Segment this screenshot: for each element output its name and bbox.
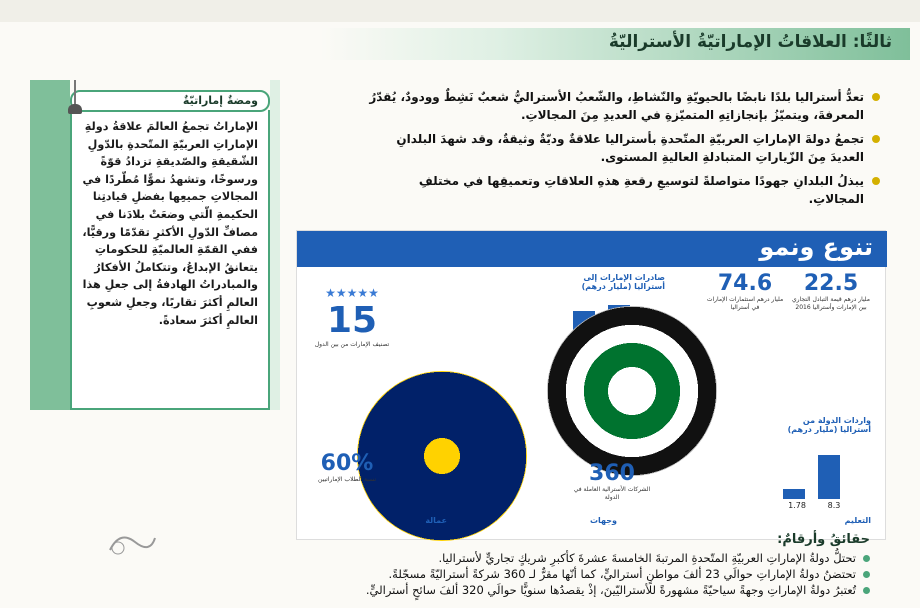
stat-investment [705,271,785,312]
facts-section [190,532,870,598]
bullet-text: تعدُّ أستراليا بلدًا نابضًا بالحيويّةِ والنّشاطِ، والشّعبُ الأستراليُّ شعبٌ نَشِطٌ وودودٌ، يُقدّرُ المعرفةَ، ويتميّزُ بإنجازاتِهِ المتميّزةِ في العديدِ مِنَ المجالاتِ. [369,90,864,122]
fact-item [190,566,870,582]
fact-dot-icon [863,587,870,594]
fact-item [190,582,870,598]
sidebar-box [70,110,270,410]
fact-dot-icon [863,555,870,562]
stat-ranking-value: 15 [326,300,378,341]
section-labor: عمالة [425,516,447,525]
imports-bar [818,455,840,499]
page-title: ثالثًا: العلاقاتُ الإماراتيّةُ الأستراليّةُ [608,32,892,52]
bullet-dot-icon [872,93,880,101]
section-destinations: وجهات [589,516,617,525]
imports-bars [765,451,845,499]
stat-investment-label: مليار درهم استثمارات الإمارات في أستراليا [706,296,784,311]
bullet-item [360,88,880,124]
stat-students-label: نسبة الطلاب الإماراتيين [317,476,377,483]
infographic-header [297,231,887,267]
imports-value: 1.78 [788,501,806,510]
bullet-dot-icon [872,177,880,185]
sidebar [30,80,280,420]
bullet-text: يبذلُ البلدانِ جهودًا متواصلةً لتوسيعِ رقعةِ هذهِ العلاقاتِ وتعميقِها في مختلفِ المجالاتِ. [418,174,864,206]
fact-text: تحتضنُ دولةُ الإماراتِ حوالَي 23 ألفَ مواطنٍ أستراليٍّ، كما أنّها مقرٌّ لـ 360 شركةً أستراليّةً مسجّلةً. [388,567,856,581]
sidebar-text: الإماراتُ تجمعُ العالمَ علاقةُ دولةِ الإماراتِ العربيّةِ المتّحدةِ بالدّولِ الشّقيقةِ والصّديقةِ تزدادُ قوّةً ورسوخًا، وتشهدُ نموًّا مُطّردًا في المجالاتِ جميعِها بفضلِ قيادتِنا الحكيمةِ الّتي وضعَتْ بلادَنا في مصافِّ الدّولِ الأكثرِ تقدّمًا ورقيًّا، ففي القمّةِ العالميّةِ للحكوماتِ يتعانقُ الإبداعُ، وتتكاملُ الأفكارُ والمبادراتُ الهادفةُ إلى جعلِ هذا العالمِ أكثرَ تقاربًا، وجعلِ شعوبِ العالمِ أكثرَ سعادةً. [82,120,258,327]
stars-icon: ★★★★★ [325,286,379,300]
imports-title: واردات الدولة من أستراليا (مليار درهم) [787,416,871,434]
lamp-icon [70,80,80,120]
stat-companies-value: 360 [589,461,635,486]
fact-text: تحتلُّ دولةُ الإماراتِ العربيّةِ المتّحدةِ المرتبةَ الخامسةَ عشرةَ كأكبرِ شريكٍ تجاريٍّ لأستراليا. [438,551,856,565]
stat-trade-label: مليار درهم قيمة التبادل التجاري بين الإمارات وأستراليا 2016 [791,296,871,311]
section-education: التعليم [844,516,871,525]
infographic [296,230,886,540]
bullet-dot-icon [872,135,880,143]
sidebar-accent-left [30,80,70,410]
stat-companies-label: الشركات الأسترالية العاملة في الدولة [573,486,651,501]
stat-ranking-label: تصنيف الإمارات من بين الدول [314,341,390,348]
doodle-icon [100,520,160,560]
fact-item [190,550,870,566]
stat-students-value: 60% [320,451,374,476]
stat-students [307,451,387,484]
bullet-list [360,88,880,214]
sidebar-accent-right [270,80,280,410]
exports-title: صادرات الإمارات إلى أستراليا (مليار درهم) [581,273,665,291]
fact-text: تُعتبرُ دولةُ الإماراتِ وجهةً سياحيّةً مشهورةً للأستراليّينَ، إذْ يقصدُها سنويًّا حوالَي 320 ألفَ سائحٍ أستراليٍّ. [365,583,856,597]
stat-trade [791,271,871,312]
fact-dot-icon [863,571,870,578]
stat-companies [567,461,657,502]
bullet-item [360,172,880,208]
stat-investment-value: 74.6 [717,271,773,296]
infographic-title: تنوع ونمو [759,233,873,261]
facts-title: حقائقُ وأرقامٌ: [777,532,870,547]
imports-value: 8.3 [827,501,841,510]
imports-bar [783,489,805,499]
stat-ranking [307,286,397,349]
title-band [320,28,910,60]
stat-trade-value: 22.5 [803,271,859,296]
uae-flag-gear-icon [547,306,717,476]
top-bar [0,0,920,22]
bullet-item [360,130,880,166]
sidebar-header-label: ومضةٌ إماراتيّةٌ [182,94,258,107]
sidebar-header [70,90,270,112]
bullet-text: تجمعُ دولةَ الإماراتِ العربيّةِ المتّحدةِ بأستراليا علاقةٌ وديّةٌ وثيقةٌ، وقد شهدَ البلدانِ العديدَ مِنَ الزّياراتِ المتبادلةِ العاليةِ المستوى. [396,132,864,164]
